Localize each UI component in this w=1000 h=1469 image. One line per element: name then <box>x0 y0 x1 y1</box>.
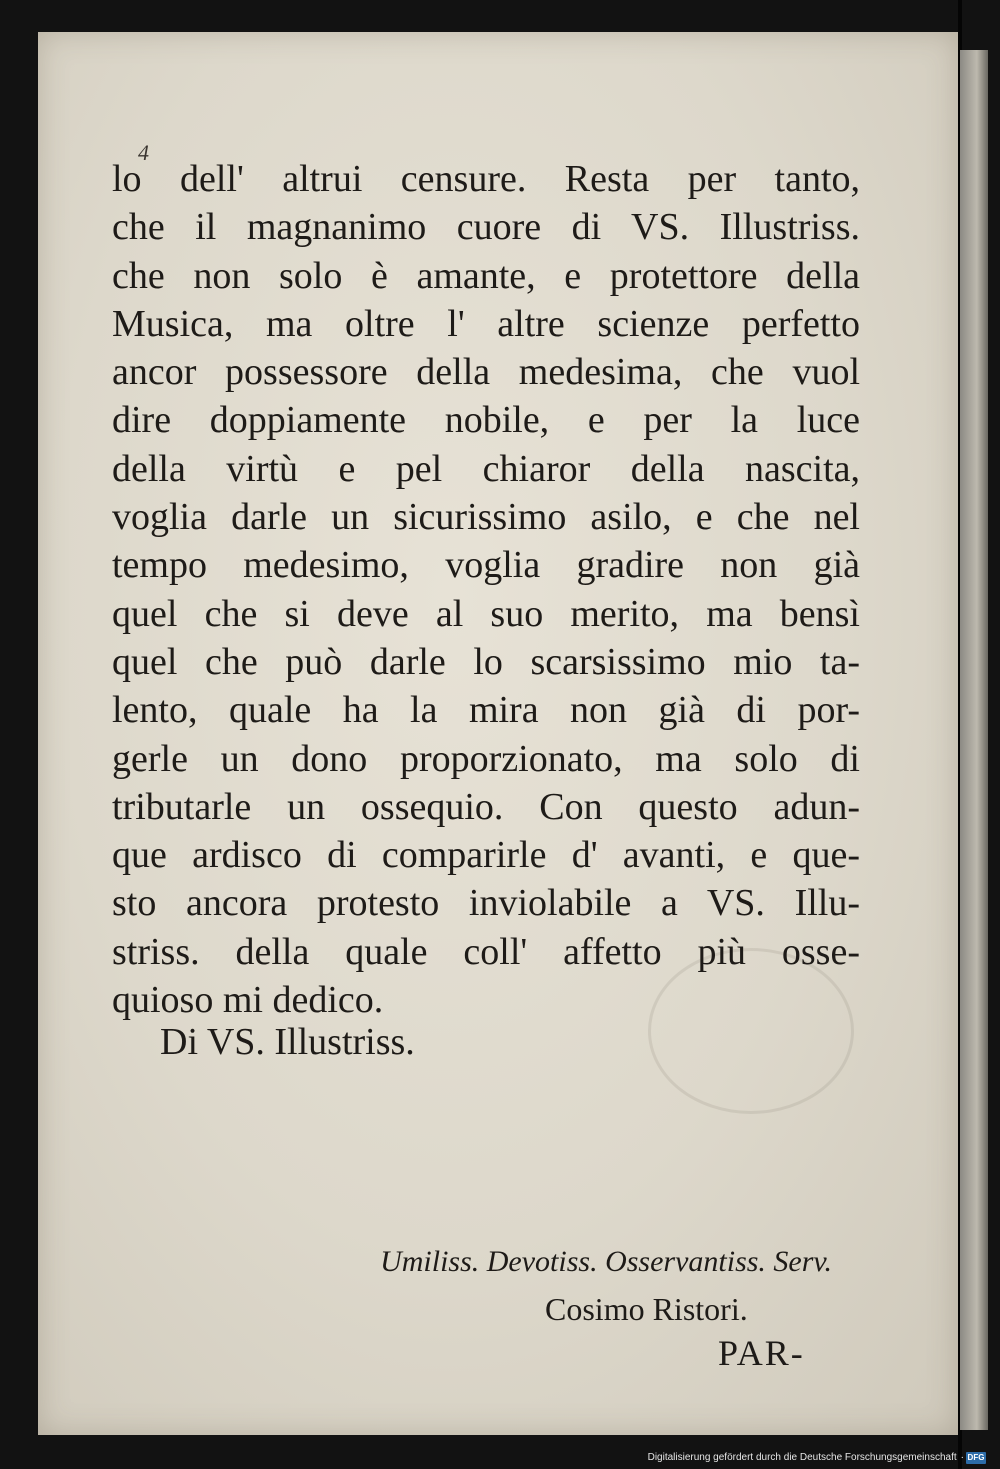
catchword: PAR- <box>718 1333 805 1373</box>
credit-text: Digitalisierung gefördert durch die Deutsche Forschungsgemeinschaft <box>647 1452 957 1463</box>
page-number: 4 <box>138 140 149 165</box>
text-line: quel che può darle lo scarsissimo mio ta- <box>112 640 860 683</box>
text-line: della virtù e pel chiaror della nascita, <box>112 447 860 490</box>
text-line: lo dell' altrui censure. Resta per tanto, <box>112 158 860 200</box>
signature-block <box>300 1245 840 1328</box>
text-line: dire doppiamente nobile, e per la luce <box>112 399 860 442</box>
digitization-credit: Digitalisierung gefördert durch die Deutsche Forschungsgemeinschaft · <box>647 1452 964 1463</box>
text-line: ancor possessore della medesima, che vuol <box>112 351 860 394</box>
text-line: que ardisco di comparirle d' avanti, e que- <box>112 834 860 877</box>
salutation: Di VS. Illustriss. <box>160 1021 415 1063</box>
text-line: striss. della quale coll' affetto più osse- <box>112 930 860 973</box>
text-line: Musica, ma oltre l' altre scienze perfetto <box>112 302 860 345</box>
text-line: voglia darle un sicurissimo asilo, e che nel <box>112 496 860 539</box>
facing-page-edge <box>960 50 988 1430</box>
text-line: sto ancora protesto inviolabile a VS. Illu- <box>112 882 860 925</box>
signature-title: Umiliss. Devotiss. Osservantiss. Serv. <box>380 1245 832 1278</box>
dfg-logo: DFG <box>967 1453 985 1462</box>
text-line: che non solo è amante, e protettore della <box>112 254 860 297</box>
text-line: tributarle un ossequio. Con questo adun- <box>112 785 860 828</box>
text-line: che il magnanimo cuore di VS. Illustriss. <box>112 206 860 249</box>
text-line: quel che si deve al suo merito, ma bensì <box>112 592 860 635</box>
text-line: gerle un dono proporzionato, ma solo di <box>112 737 860 780</box>
dedication-text <box>112 155 872 1024</box>
text-line: quioso mi dedico. <box>112 979 384 1022</box>
signature-name: Cosimo Ristori. <box>545 1291 748 1327</box>
text-line: tempo medesimo, voglia gradire non già <box>112 544 860 587</box>
text-line: lento, quale ha la mira non già di por- <box>112 689 860 732</box>
